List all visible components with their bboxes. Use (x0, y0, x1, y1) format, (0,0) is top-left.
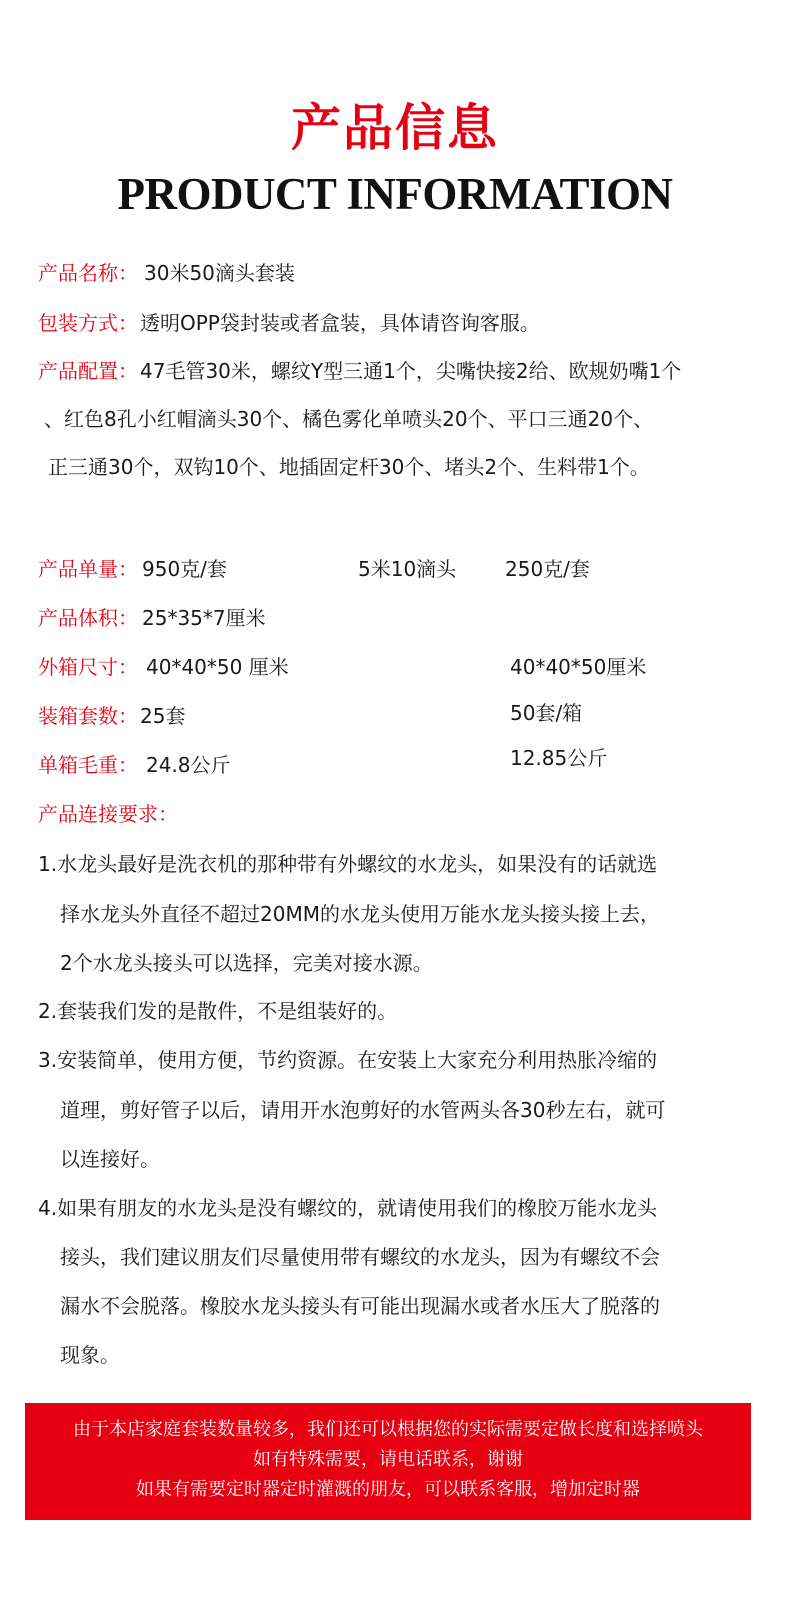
package-value: 透明OPP袋封装或者盒装，具体请咨询客服。 (140, 311, 540, 335)
qty-label: 装箱套数： (38, 704, 138, 728)
carton-row (38, 653, 289, 681)
alt-set-name: 5米10滴头 (358, 557, 457, 581)
config-line-2: 、红色8孔小红帽滴头30个、橘色雾化单喷头20个、平口三通20个、 (44, 407, 654, 431)
alt-qty: 50套/箱 (510, 701, 583, 725)
requirement-1-line-1: 1.水龙头最好是洗衣机的那种带有外螺纹的水龙头，如果没有的话就选 (38, 852, 658, 876)
carton-value: 40*40*50 厘米 (146, 655, 289, 679)
config-line-3: 正三通30个，双钩10个、地插固定杆30个、堵头2个、生料带1个。 (48, 455, 650, 479)
volume-row (38, 604, 266, 632)
requirement-1-line-3: 2个水龙头接头可以选择，完美对接水源。 (60, 951, 433, 975)
weight-value: 950克/套 (142, 557, 227, 581)
gross-row (38, 751, 231, 779)
config-label: 产品配置： (38, 359, 138, 383)
page-title-cn: 产品信息 (291, 99, 499, 157)
page-title-en: PRODUCT INFORMATION (117, 169, 673, 219)
carton-label: 外箱尺寸： (38, 655, 138, 679)
requirement-3-line-3: 以连接好。 (60, 1147, 160, 1171)
requirements-heading: 产品连接要求： (38, 802, 178, 826)
requirement-1-line-2: 择水龙头外直径不超过20MM的水龙头使用万能水龙头接头接上去， (60, 902, 660, 926)
package-row (38, 309, 540, 337)
requirement-3-line-1: 3.安装简单，使用方便，节约资源。在安装上大家充分利用热胀冷缩的 (38, 1048, 658, 1072)
banner-line-3: 如果有需要定时器定时灌溉的朋友，可以联系客服，增加定时器 (136, 1479, 640, 1500)
qty-row (38, 702, 185, 730)
volume-value: 25*35*7厘米 (142, 606, 266, 630)
alt-gross: 12.85公斤 (510, 746, 608, 770)
qty-value: 25套 (140, 704, 186, 728)
requirement-3-line-2: 道理，剪好管子以后，请用开水泡剪好的水管两头各30秒左右，就可 (60, 1098, 666, 1122)
product-name-value: 30米50滴头套装 (144, 261, 295, 285)
config-line-1: 47毛管30米，螺纹Y型三通1个，尖嘴快接2给、欧规奶嘴1个 (140, 359, 682, 383)
alt-carton: 40*40*50厘米 (510, 655, 647, 679)
package-label: 包装方式： (38, 311, 138, 335)
banner-line-2: 如有特殊需要，请电话联系，谢谢 (253, 1449, 523, 1470)
alt-weight: 250克/套 (505, 557, 590, 581)
config-row (38, 357, 681, 385)
notice-banner (25, 1403, 751, 1520)
banner-line-1: 由于本店家庭套装数量较多，我们还可以根据您的实际需要定做长度和选择喷头 (73, 1419, 703, 1440)
requirement-4-line-4: 现象。 (60, 1343, 120, 1367)
gross-label: 单箱毛重： (38, 753, 138, 777)
requirement-2-line-1: 2.套装我们发的是散件，不是组装好的。 (38, 999, 398, 1023)
product-name-label: 产品名称： (38, 261, 138, 285)
volume-label: 产品体积： (38, 606, 138, 630)
requirement-4-line-3: 漏水不会脱落。橡胶水龙头接头有可能出现漏水或者水压大了脱落的 (60, 1294, 660, 1318)
requirement-4-line-1: 4.如果有朋友的水龙头是没有螺纹的，就请使用我们的橡胶万能水龙头 (38, 1196, 658, 1220)
gross-value: 24.8公斤 (146, 753, 231, 777)
weight-label: 产品单量： (38, 557, 138, 581)
product-name-row (38, 259, 295, 287)
requirement-4-line-2: 接头，我们建议朋友们尽量使用带有螺纹的水龙头，因为有螺纹不会 (60, 1245, 660, 1269)
weight-row (38, 555, 227, 583)
